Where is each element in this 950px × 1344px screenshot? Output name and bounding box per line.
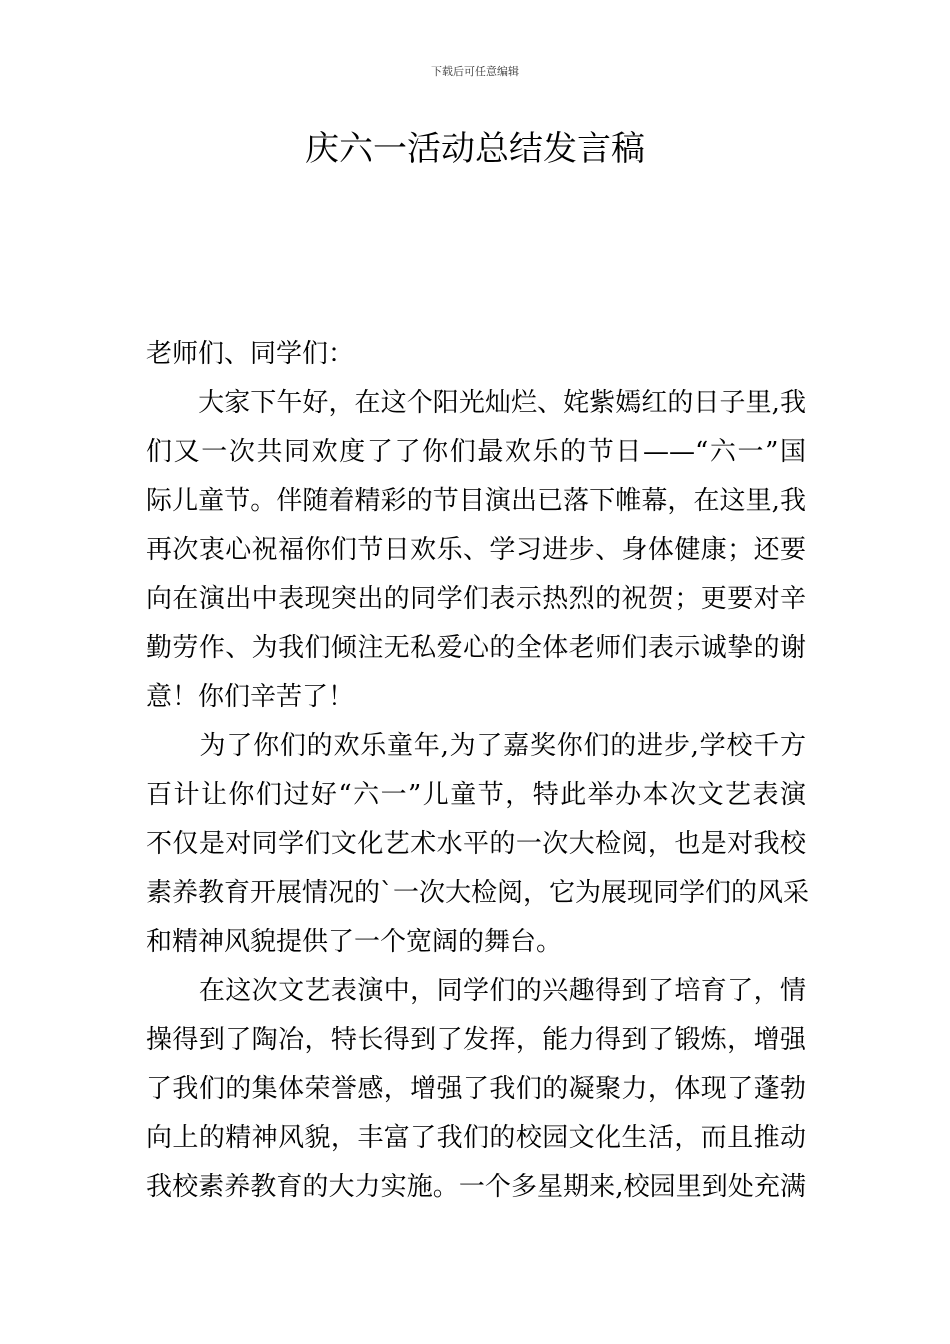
- paragraph-line: 操得到了陶冶，特长得到了发挥，能力得到了锻炼，增强: [146, 1025, 806, 1055]
- paragraph-line: 和精神风貌提供了一个宽阔的舞台。: [146, 927, 563, 957]
- paragraph-line: 在这次文艺表演中，同学们的兴趣得到了培育了，情: [146, 976, 806, 1006]
- greeting-line: 老师们、同学们：: [146, 339, 355, 369]
- download-note: 下载后可任意编辑: [431, 65, 519, 78]
- paragraph-2: [146, 722, 810, 967]
- paragraph-line: 际儿童节。伴随着精彩的节目演出已落下帷幕，在这里,我: [146, 486, 806, 516]
- paragraph-line: 大家下午好，在这个阳光灿烂、姹紫嫣红的日子里,我: [146, 388, 806, 418]
- paragraph-3: [146, 967, 806, 1212]
- document-body: [146, 330, 810, 1212]
- paragraph-line: 向上的精神风貌，丰富了我们的校园文化生活，而且推动: [146, 1123, 806, 1153]
- paragraph-1: [146, 379, 806, 722]
- paragraph-line: 百计让你们过好“六一”儿童节，特此举办本次文艺表演: [146, 780, 806, 810]
- document-title: 庆六一活动总结发言稿: [305, 129, 645, 169]
- paragraph-line: 素养教育开展情况的`一次大检阅，它为展现同学们的风采: [146, 878, 810, 908]
- paragraph-line: 再次衷心祝福你们节日欢乐、学习进步、身体健康；还要: [146, 535, 806, 565]
- paragraph-line: 不仅是对同学们文化艺术水平的一次大检阅，也是对我校: [146, 829, 806, 859]
- paragraph-line: 意！你们辛苦了！: [146, 682, 355, 712]
- paragraph-line: 们又一次共同欢度了了你们最欢乐的节日——“六一”国: [146, 437, 806, 467]
- paragraph-line: 了我们的集体荣誉感，增强了我们的凝聚力，体现了蓬勃: [146, 1074, 806, 1104]
- paragraph-line: 我校素养教育的大力实施。一个多星期来,校园里到处充满: [146, 1172, 806, 1202]
- paragraph-line: 为了你们的欢乐童年,为了嘉奖你们的进步,学校千方: [146, 731, 806, 761]
- paragraph-line: 勤劳作、为我们倾注无私爱心的全体老师们表示诚挚的谢: [146, 633, 806, 663]
- paragraph-line: 向在演出中表现突出的同学们表示热烈的祝贺；更要对辛: [146, 584, 806, 614]
